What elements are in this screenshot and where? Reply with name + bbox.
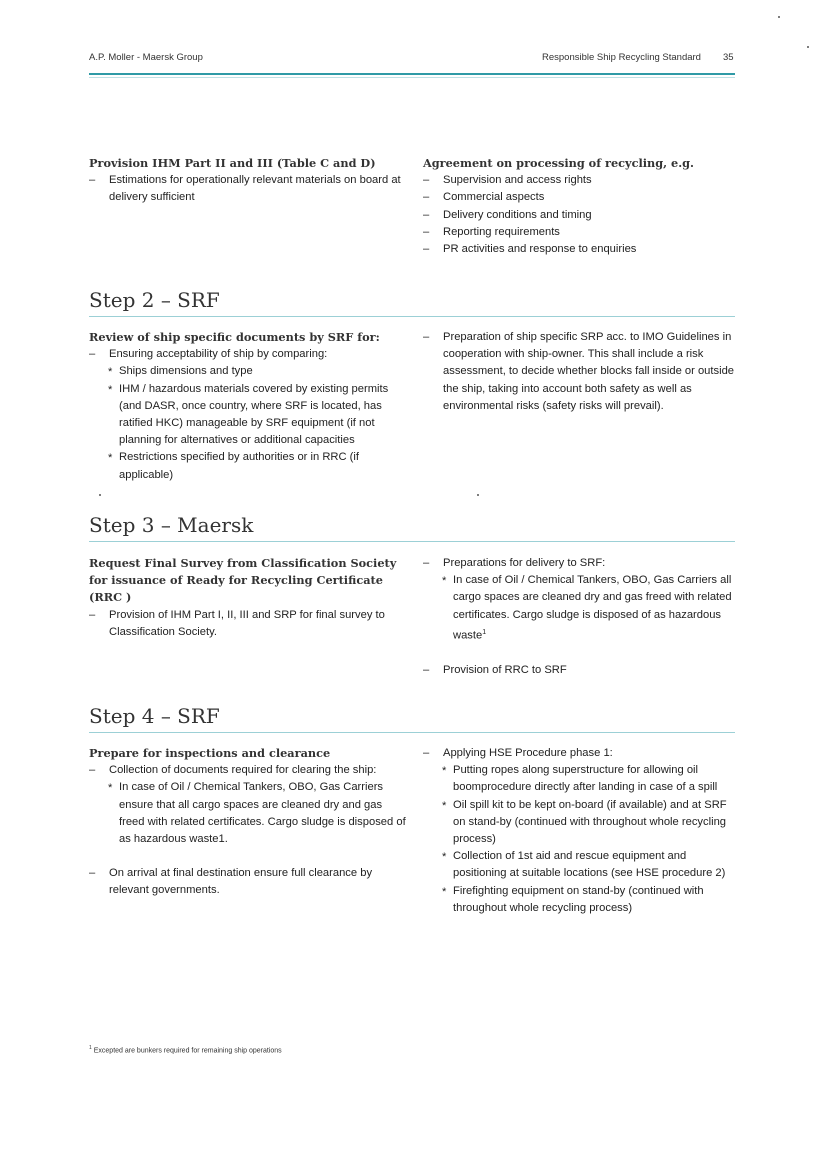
sub-list-item: * Restrictions specified by authorities or in RRC (if applicable) [89, 449, 407, 483]
sub-list-item: * Oil spill kit to be kept on-board (if available) and at SRF on stand-by (continued with throughout whole recycling process) [423, 797, 741, 849]
list-item: – Commercial aspects [423, 189, 741, 206]
scan-dot [778, 16, 780, 18]
sub-list-item [423, 572, 741, 645]
sub-list-item: * In case of Oil / Chemical Tankers, OBO, Gas Carriers ensure that all cargo spaces are cleaned dry and gas freed with related certificates. Cargo sludge is disposed of as hazardous waste1. [89, 779, 407, 848]
spacer [423, 645, 741, 662]
spacer [89, 848, 407, 865]
page-number: 35 [723, 52, 734, 63]
footnote-text: Excepted are bunkers required for remaining ship operations [93, 1047, 282, 1055]
sub-list-item: * Putting ropes along superstructure for allowing oil boomprocedure directly after landing in case of a spill [423, 762, 741, 796]
list-item: – On arrival at final destination ensure full clearance by relevant governments. [89, 865, 407, 899]
block1-right-heading: Agreement on processing of recycling, e.g. [423, 156, 694, 170]
list-item: – Collection of documents required for clearing the ship: [89, 762, 407, 779]
list-item: – Ensuring acceptability of ship by comparing: [89, 346, 407, 363]
sub-list-item: * Ships dimensions and type [89, 363, 407, 380]
sub-list-item: * Firefighting equipment on stand-by (continued with throughout whole recycling process) [423, 883, 741, 917]
list-item: – Estimations for operationally relevant materials on board at delivery sufficient [89, 172, 407, 206]
footnote [89, 1045, 282, 1054]
header-group-name: A.P. Moller - Maersk Group [89, 52, 203, 63]
step2-left-column [89, 329, 407, 484]
scan-dot [99, 494, 101, 496]
header-rule [89, 73, 735, 75]
step4-divider [89, 732, 735, 733]
list-item: – Provision of IHM Part I, II, III and SRP for final survey to Classification Society. [89, 607, 407, 641]
list-item: – Provision of RRC to SRF [423, 662, 741, 679]
step2-title: Step 2 – SRF [89, 288, 220, 312]
list-item: – Delivery conditions and timing [423, 207, 741, 224]
step4-right-column [423, 745, 741, 917]
step3-left-heading: Request Final Survey from Classification Society for issuance of Ready for Recycling Certificate (RRC ) [89, 556, 397, 605]
list-item: – Preparation of ship specific SRP acc. to IMO Guidelines in cooperation with ship-owner. This shall include a risk assessment, to decide whether blocks fall inside or outside the ship, taking into account both safety as well as environmental risks (safety risks will prevail). [423, 329, 741, 415]
list-item: – Applying HSE Procedure phase 1: [423, 745, 741, 762]
step3-divider [89, 541, 735, 542]
step4-title: Step 4 – SRF [89, 704, 220, 728]
step2-left-heading: Review of ship specific documents by SRF for: [89, 330, 380, 344]
step2-right-column [423, 329, 741, 415]
step2-divider [89, 316, 735, 317]
step3-title: Step 3 – Maersk [89, 513, 254, 537]
block1-left-heading: Provision IHM Part II and III (Table C and D) [89, 156, 376, 170]
step3-right-column [423, 555, 741, 679]
header-document-title: Responsible Ship Recycling Standard [542, 52, 701, 63]
footnote-ref: 1 [482, 628, 487, 636]
step3-left-column [89, 555, 407, 641]
scan-dot [807, 46, 809, 48]
sub-list-item: * Collection of 1st aid and rescue equipment and positioning at suitable locations (see HSE procedure 2) [423, 848, 741, 882]
list-item: – Preparations for delivery to SRF: [423, 555, 741, 572]
footnote-marker: 1 [89, 1045, 92, 1051]
sub-list-item-text: In case of Oil / Chemical Tankers, OBO, Gas Carriers all cargo spaces are cleaned dry and gas freed with related certificates. Cargo sludge is disposed of as hazardous waste [453, 574, 732, 642]
step4-left-heading: Prepare for inspections and clearance [89, 746, 331, 760]
step4-left-column [89, 745, 407, 900]
header-rule-shadow [89, 77, 735, 78]
list-item: – PR activities and response to enquiries [423, 241, 741, 258]
scan-dot [477, 494, 479, 496]
block1-left-column [89, 155, 407, 207]
block1-right-column [423, 155, 741, 258]
sub-list-item: * IHM / hazardous materials covered by existing permits (and DASR, once country, where SRF is located, has ratified HKC) manageable by SRF equipment (if not planning for alternatives or additional capacities [89, 381, 407, 450]
list-item: – Reporting requirements [423, 224, 741, 241]
list-item: – Supervision and access rights [423, 172, 741, 189]
